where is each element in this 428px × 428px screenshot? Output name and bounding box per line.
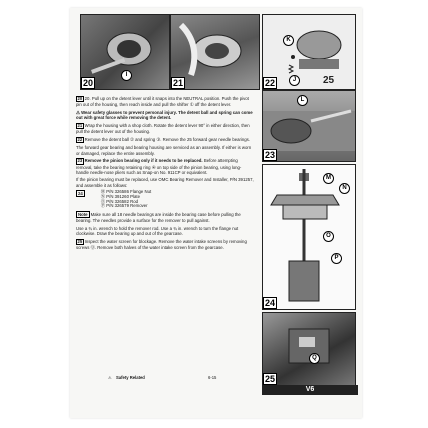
- step-24: [76, 190, 254, 208]
- figure-20: [80, 14, 170, 90]
- footer-safety-label: Safety Related: [116, 375, 145, 380]
- callout-N: N: [339, 183, 350, 194]
- callout-M: M: [323, 173, 334, 184]
- figure-25: [262, 312, 356, 386]
- svg-text:25: 25: [323, 75, 335, 86]
- note-text: Make sure all 18 needle bearings are inside the bearing case before pulling the bearing. The needles provide a surface for the remover to pull against.: [76, 212, 241, 224]
- step-20: [76, 96, 254, 107]
- figure-number: 24: [265, 298, 276, 308]
- figure-22: [262, 14, 356, 90]
- callout-P: P: [331, 253, 342, 264]
- step-text: Wrap the housing with a shop cloth. Rotate the detent lever 90° in either direction, then pull the detent lever out of the housing.: [76, 122, 250, 135]
- tool-item: Ⓜ P/N 326586 Flange Nut: [100, 189, 152, 195]
- step-22: [76, 137, 254, 143]
- wrench-instruction: Use a ¾ in. wrench to hold the remover rod. Use a ¾ in. wrench to turn the flange nut clockwise. Draw the bearing up and out of the gearcase.: [76, 226, 239, 237]
- callout-J: J: [289, 75, 300, 86]
- step-23: [76, 158, 254, 175]
- note-label: Note: [78, 212, 88, 218]
- footer-page-number: 6-15: [208, 375, 217, 380]
- callout-L: L: [297, 95, 308, 106]
- figure-number: 21: [173, 78, 184, 88]
- callout-Q: Q: [309, 353, 320, 364]
- step-number: 24: [78, 191, 83, 197]
- tool-item: Ⓞ P/N 326582 Rod: [100, 198, 139, 204]
- step-25: [76, 239, 254, 250]
- warning-text: Wear safety glasses to prevent personal injury. The detent ball and spring can come out with great force while removing the detent.: [76, 109, 253, 121]
- tool-item: Ⓝ P/N 391260 Plate: [100, 193, 140, 199]
- step-number: 25: [77, 239, 83, 245]
- step-bold-text: Remove the pinion bearing only if it needs to be replaced.: [84, 158, 203, 164]
- callout-O: O: [323, 231, 334, 242]
- figure-number: 23: [265, 150, 276, 160]
- step-text: Remove the detent ball ② and spring ③. Remove the 25 forward gear needle bearings.: [84, 136, 251, 142]
- step-text: Inspect the water screen for blockage. Remove the water intake screens by removing screws Ⓠ. Remove both halves of the water intake screen from the gearcase.: [76, 239, 247, 251]
- section-tag: V6: [262, 385, 358, 395]
- instructions-column: [76, 96, 254, 253]
- step-text: 20. Pull up on the detent lever until it snaps into the NEUTRAL position. Push the pivot pin out of the housing, then reach inside and pull the shifter ① off the detent lever.: [76, 96, 249, 108]
- warning-icon: ⚠: [76, 109, 80, 115]
- figure-number: 20: [83, 78, 94, 88]
- figure-number: 22: [265, 78, 276, 88]
- omc-tool-note: If the pinion bearing must be replaced, use OMC Bearing Remover and Installer, P/N 391257, and assemble it as follows:: [76, 177, 254, 188]
- figure-number: 25: [265, 374, 276, 384]
- step-text: Before attempting removal, take the bearing retaining ring ④ on top side of the pinion bearing, using long-handle needle-nose pliers such as Snap-on No. 911CP or equivalent.: [76, 158, 242, 175]
- tool-list: [101, 190, 151, 208]
- figure-23: [262, 90, 356, 162]
- step-number: 23: [77, 158, 83, 164]
- step-number: 22: [77, 136, 83, 142]
- needle-note: [76, 211, 254, 223]
- figure-21: [170, 14, 260, 90]
- step-number: 21: [77, 122, 83, 128]
- footer-safety-icon: ⚠: [108, 375, 112, 380]
- callout-I: I: [121, 70, 132, 81]
- callout-K: K: [283, 35, 294, 46]
- figure-24: [262, 164, 356, 310]
- safety-warning: [76, 110, 254, 120]
- step-number: 20: [77, 96, 83, 101]
- service-note: The forward gear bearing and bearing housing are serviced as an assembly. If either is worn or damaged, replace the entire assembly.: [76, 145, 252, 156]
- tool-item: Ⓟ P/N 326579 Remover: [100, 203, 148, 209]
- step-21: [76, 123, 254, 134]
